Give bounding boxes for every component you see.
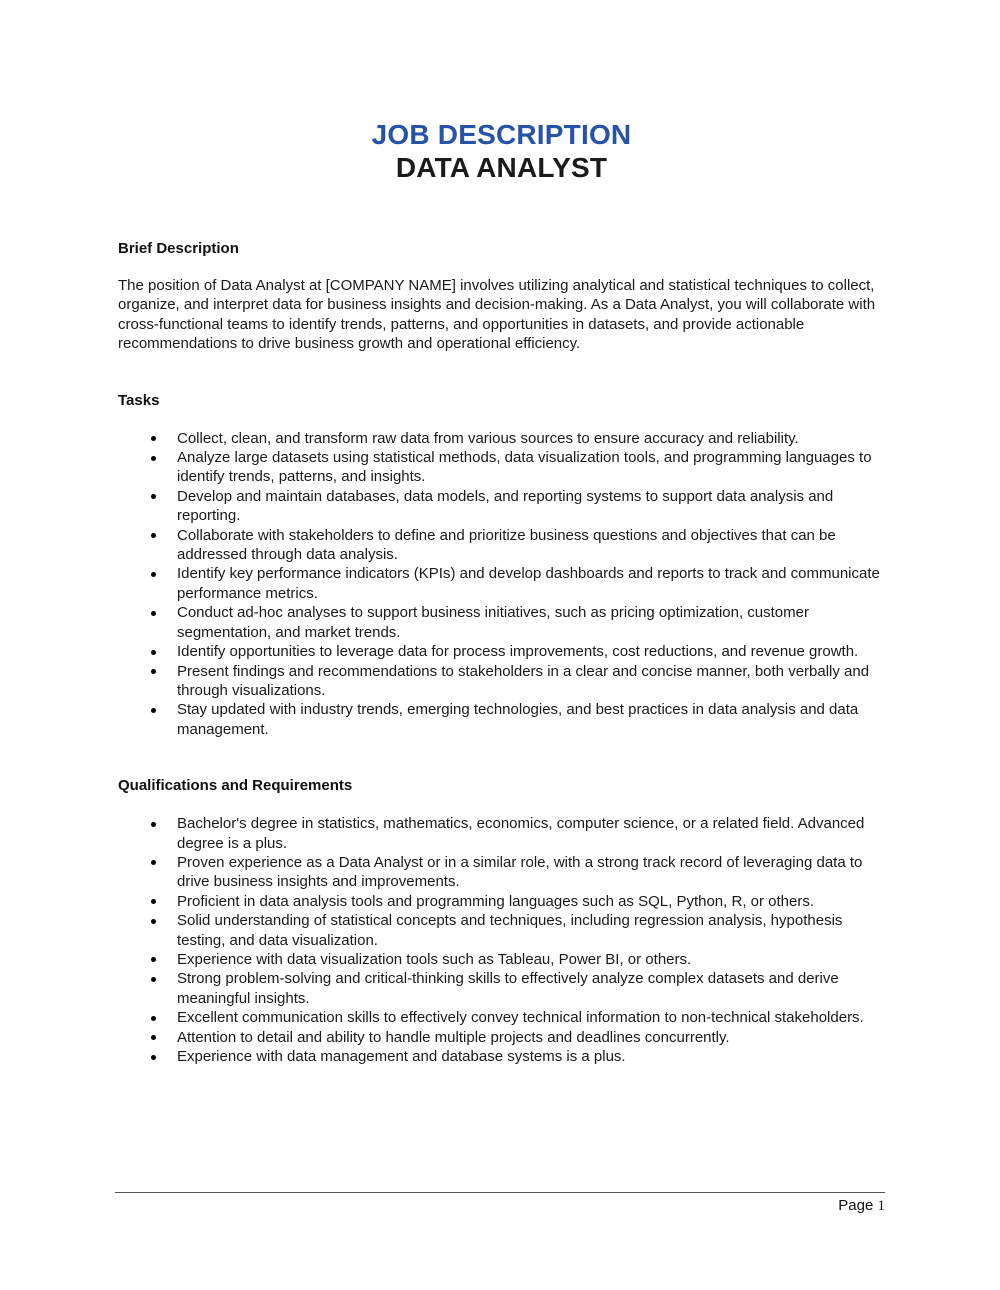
page-number: [115, 1196, 885, 1216]
page-footer: [115, 1192, 885, 1216]
list-item: Collect, clean, and transform raw data from various sources to ensure accuracy and reliability.: [118, 429, 885, 448]
title-block: [118, 118, 885, 184]
list-item: Experience with data management and database systems is a plus.: [118, 1047, 885, 1066]
section-heading-qualifications: Qualifications and Requirements: [118, 777, 353, 795]
list-item: Bachelor's degree in statistics, mathematics, economics, computer science, or a related field. Advanced degree is a plus.: [118, 814, 885, 853]
section-heading-tasks: Tasks: [118, 391, 160, 409]
list-item: Develop and maintain databases, data models, and reporting systems to support data analysis and reporting.: [118, 487, 885, 526]
list-item: Attention to detail and ability to handle multiple projects and deadlines concurrently.: [118, 1028, 885, 1047]
list-item: Proficient in data analysis tools and programming languages such as SQL, Python, R, or others.: [118, 892, 885, 911]
brief-description-paragraph: The position of Data Analyst at [COMPANY NAME] involves utilizing analytical and statistical techniques to collect, organize, and interpret data for business insights and decision-making. As a Data Analyst, you will collaborate with cross-functional teams to identify trends, patterns, and opportunities in datasets, and provide actionable recommendations to drive business growth and operational efficiency.: [118, 277, 876, 353]
page-number-label: Page: [838, 1197, 878, 1214]
list-item: Stay updated with industry trends, emerging technologies, and best practices in data analysis and data management.: [118, 700, 885, 739]
list-item: Identify opportunities to leverage data for process improvements, cost reductions, and revenue growth.: [118, 642, 885, 661]
document-title: JOB DESCRIPTION: [371, 119, 632, 150]
list-item: Collaborate with stakeholders to define and prioritize business questions and objectives that can be addressed through data analysis.: [118, 526, 885, 565]
section-heading-brief-description: Brief Description: [118, 240, 239, 257]
list-item: Proven experience as a Data Analyst or in a similar role, with a strong track record of leveraging data to drive business insights and improvements.: [118, 853, 885, 892]
document-subtitle: DATA ANALYST: [395, 152, 608, 183]
list-item: Conduct ad-hoc analyses to support business initiatives, such as pricing optimization, customer segmentation, and market trends.: [118, 603, 885, 642]
list-item: Experience with data visualization tools such as Tableau, Power BI, or others.: [118, 950, 885, 969]
footer-divider: [115, 1192, 885, 1193]
list-item: Analyze large datasets using statistical methods, data visualization tools, and programming languages to identify trends, patterns, and insights.: [118, 448, 885, 487]
page-number-value: 1: [877, 1198, 885, 1214]
list-item: Present findings and recommendations to stakeholders in a clear and concise manner, both verbally and through visualizations.: [118, 662, 885, 701]
list-item: Strong problem-solving and critical-thinking skills to effectively analyze complex datasets and derive meaningful insights.: [118, 969, 885, 1008]
list-item: Solid understanding of statistical concepts and techniques, including regression analysis, hypothesis testing, and data visualization.: [118, 911, 885, 950]
list-item: Identify key performance indicators (KPIs) and develop dashboards and reports to track and communicate performance metrics.: [118, 564, 885, 603]
qualifications-list: [118, 814, 885, 1066]
tasks-list: [118, 429, 885, 740]
list-item: Excellent communication skills to effectively convey technical information to non-technical stakeholders.: [118, 1008, 885, 1027]
